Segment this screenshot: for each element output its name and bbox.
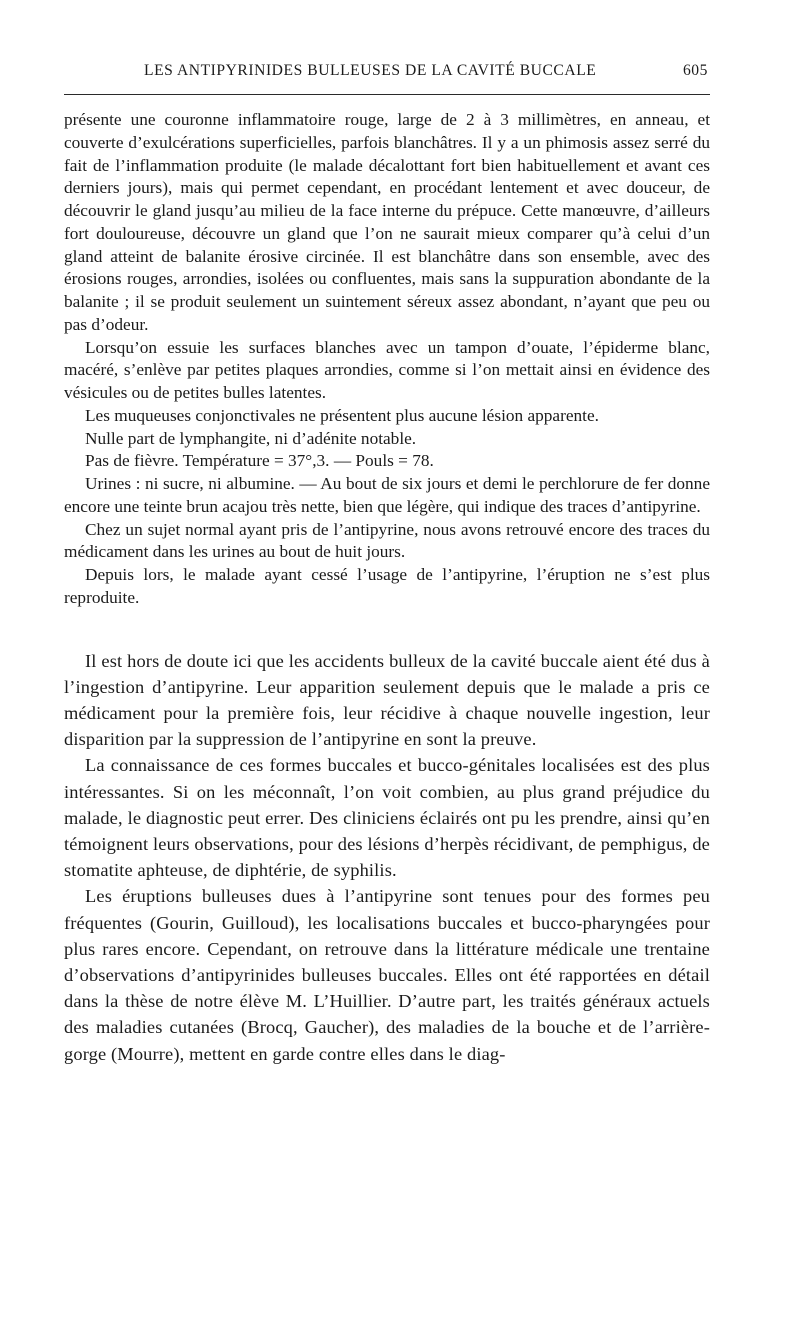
section-gap — [64, 610, 710, 648]
paragraph: Pas de fièvre. Température = 37°,3. — Pouls = 78. — [85, 451, 434, 471]
paragraph: Les éruptions bulleuses dues à l’antipyrine sont tenues pour des formes peu fréquentes (Gourin, Guilloud), les localisations buccales et bucco-pharyngées pour plus rares encore. Cependant, on retrouve dans la littérature médicale une trentaine d’observations d’antipyrinides bulleuses buccales. Elles ont été rapportées en détail dans la thèse de notre élève M. L’Huillier. D’autre part, les traités généraux actuels des maladies cutanées (Brocq, Gaucher), des maladies de la bouche et de l’arrière-gorge (Mourre), mettent en garde contre elles dans le diag- — [64, 886, 710, 1064]
running-title: LES ANTIPYRINIDES BULLEUSES DE LA CAVITÉ BUCCALE — [144, 62, 597, 79]
page-number: 605 — [682, 62, 708, 79]
page — [64, 62, 710, 1067]
running-head — [64, 62, 710, 90]
paragraph: présente une couronne inflammatoire rouge, large de 2 à 3 millimètres, en anneau, et couverte d’exulcérations superficielles, parfois blanchâtres. Il y a un phimosis assez serré du fait de l’inflammation produite (le malade décalottant fort bien habituellement et avant ces derniers jours), mais qui permet cependant, en procédant lentement et avec douceur, de découvrir le gland jusqu’au milieu de la face interne du prépuce. Cette manœuvre, d’ailleurs fort douloureuse, découvre un gland que l’on ne saurait mieux comparer qu’à celui d’un gland atteint de balanite érosive circinée. Il est blanchâtre dans son ensemble, avec des érosions rouges, arrondies, isolées ou confluentes, mais sans la suppuration abondante de la balanite ; il se produit seulement un suintement séreux assez abondant, n’ayant que peu ou pas d’odeur. — [64, 110, 710, 334]
header-rule — [64, 94, 710, 95]
paragraph: Urines : ni sucre, ni albumine. — Au bout de six jours et demi le perchlorure de fer donne encore une teinte brun acajou très nette, bien que légère, qui indique des traces d’antipyrine. — [64, 474, 710, 516]
paragraph: Les muqueuses conjonctivales ne présentent plus aucune lésion apparente. — [85, 405, 599, 425]
paragraph: Il est hors de doute ici que les accidents bulleux de la cavité buccale aient été dus à l’ingestion d’antipyrine. Leur apparition seulement depuis que le malade a pris ce médicament pour la première fois, leur récidive à chaque nouvelle ingestion, leur disparition par la suppression de l’antipyrine en sont la preuve. — [64, 650, 710, 750]
paragraph: Nulle part de lymphangite, ni d’adénite notable. — [85, 428, 417, 448]
paragraph: Depuis lors, le malade ayant cessé l’usage de l’antipyrine, l’éruption ne s’est plus reproduite. — [64, 565, 710, 607]
observation-section — [64, 109, 710, 610]
paragraph: La connaissance de ces formes buccales et bucco-génitales localisées est des plus intéressantes. Si on les méconnaît, l’on voit combien, au plus grand préjudice du malade, le diagnostic peut errer. Des cliniciens éclairés ont pu les prendre, ainsi qu’en témoignent leurs observations, pour des lésions d’herpès récidivant, de pemphigus, de stomatite aphteuse, de diphtérie, de syphilis. — [64, 755, 710, 881]
discussion-section — [64, 648, 710, 1067]
paragraph: Chez un sujet normal ayant pris de l’antipyrine, nous avons retrouvé encore des traces du médicament dans les urines au bout de huit jours. — [64, 519, 710, 562]
paragraph: Lorsqu’on essuie les surfaces blanches avec un tampon d’ouate, l’épiderme blanc, macéré, s’enlève par petites plaques arrondies, comme si l’on mettait ainsi en évidence des vésicules ou de petites bulles latentes. — [64, 337, 710, 402]
